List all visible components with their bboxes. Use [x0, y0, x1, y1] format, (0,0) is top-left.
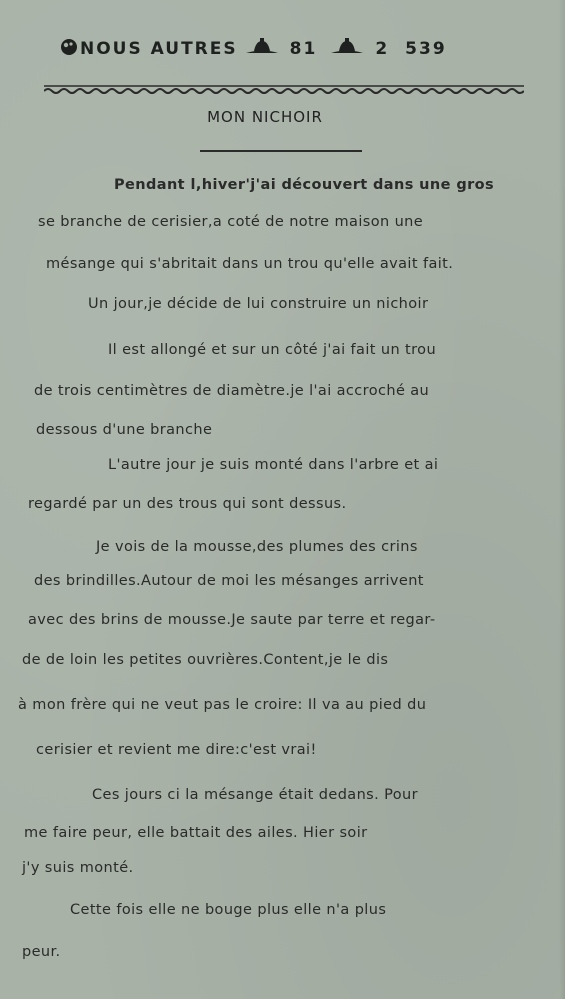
text-line: Un jour,je décide de lui construire un nichoir	[88, 296, 429, 312]
text-line: Je vois de la mousse,des plumes des crins	[96, 539, 418, 555]
title-underline	[200, 150, 362, 152]
header	[60, 34, 447, 64]
text-line: cerisier et revient me dire:c'est vrai!	[36, 742, 317, 758]
text-line: Il est allongé et sur un côté j'ai fait un trou	[108, 342, 437, 358]
text-line: j'y suis monté.	[22, 860, 134, 876]
flower-ornament-icon	[60, 38, 78, 61]
text-line: Ces jours ci la mésange était dedans. Pour	[92, 787, 419, 803]
text-line: mésange qui s'abritait dans un trou qu'elle avait fait.	[46, 256, 454, 272]
text-line: Cette fois elle ne bouge plus elle n'a plus	[70, 902, 387, 918]
text-line: me faire peur, elle battait des ailes. Hier soir	[24, 825, 368, 841]
page-title: MON NICHOIR	[207, 108, 323, 126]
hat-ornament-icon	[244, 38, 280, 61]
text-line: regardé par un des trous qui sont dessus.	[28, 496, 347, 512]
text-line: de trois centimètres de diamètre.je l'ai accroché au	[34, 383, 430, 399]
text-line: à mon frère qui ne veut pas le croire: Il va au pied du	[18, 697, 427, 713]
hat-ornament-icon	[329, 38, 365, 61]
text-line: avec des brins de mousse.Je saute par terre et regar-	[28, 612, 436, 628]
text-line: se branche de cerisier,a coté de notre maison une	[38, 214, 424, 230]
text-line: L'autre jour je suis monté dans l'arbre et ai	[108, 457, 439, 473]
header-number-1: 81	[289, 39, 318, 59]
text-line: Pendant l,hiver'j'ai découvert dans une gros	[114, 177, 495, 193]
text-line: des brindilles.Autour de moi les mésanges arrivent	[34, 573, 424, 589]
decorative-wavy-rule	[44, 84, 524, 96]
text-line: de de loin les petites ouvrières.Content,je le dis	[22, 652, 389, 668]
header-title: NOUS AUTRES	[80, 39, 238, 59]
header-number-2: 2	[375, 39, 390, 59]
page-edge-shadow	[559, 0, 565, 999]
text-line: dessous d'une branche	[36, 422, 213, 438]
text-line: peur.	[22, 944, 61, 960]
header-number-3: 539	[405, 39, 447, 59]
